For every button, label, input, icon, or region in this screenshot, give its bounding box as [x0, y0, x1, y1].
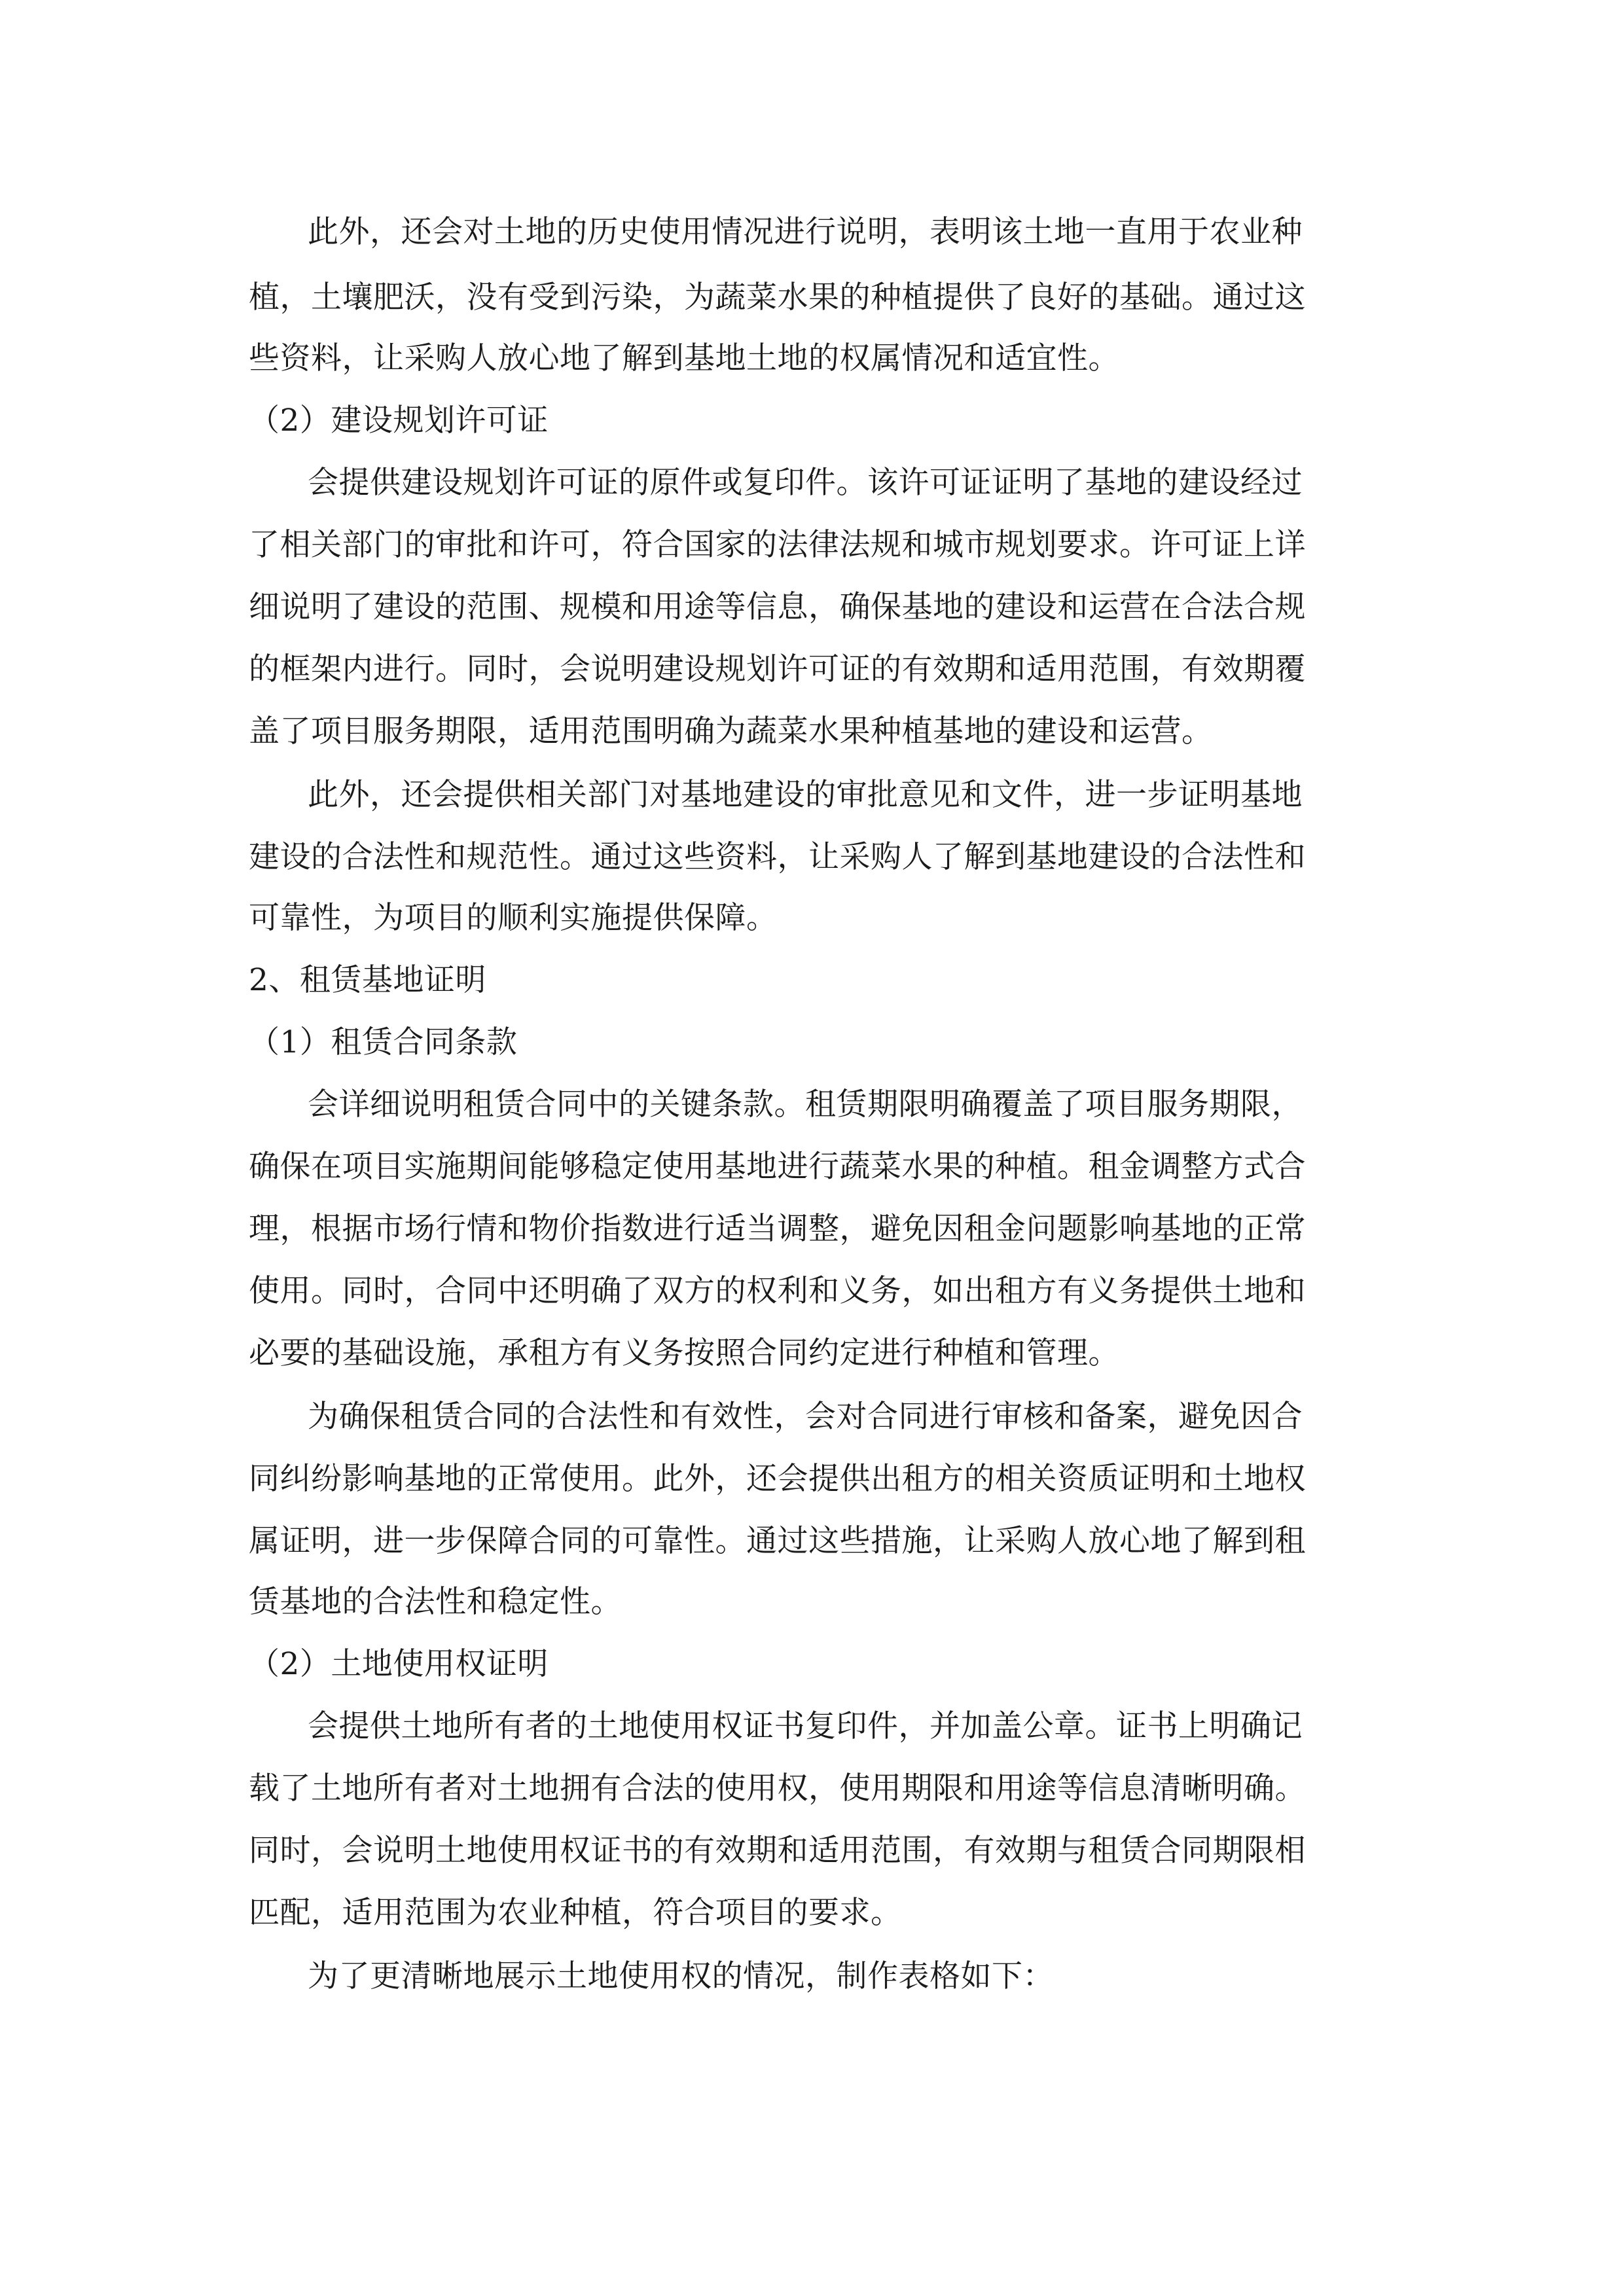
paragraph-line: 匹配，适用范围为农业种植，符合项目的要求。: [249, 1895, 902, 1931]
paragraph-line: 植，土壤肥沃，没有受到污染，为蔬菜水果的种植提供了良好的基础。通过这: [249, 279, 1306, 315]
paragraph-line: 为确保租赁合同的合法性和有效性，会对合同进行审核和备案，避免因合: [308, 1399, 1303, 1435]
paragraph-line: 同纠纷影响基地的正常使用。此外，还会提供出租方的相关资质证明和土地权: [249, 1461, 1306, 1497]
paragraph-line: 载了土地所有者对土地拥有合法的使用权，使用期限和用途等信息清晰明确。: [249, 1770, 1306, 1806]
paragraph-line: 此外，还会提供相关部门对基地建设的审批意见和文件，进一步证明基地: [308, 777, 1303, 813]
paragraph-line: 同时，会说明土地使用权证书的有效期和适用范围，有效期与租赁合同期限相: [249, 1833, 1306, 1869]
paragraph-line: 此外，还会对土地的历史使用情况进行说明，表明该土地一直用于农业种: [308, 214, 1303, 250]
section-heading: （2）土地使用权证明: [249, 1646, 549, 1682]
paragraph-line: 些资料，让采购人放心地了解到基地土地的权属情况和适宜性。: [249, 340, 1119, 376]
section-heading: （1）租赁合同条款: [249, 1024, 518, 1060]
paragraph-line: 的框架内进行。同时，会说明建设规划许可证的有效期和适用范围，有效期覆: [249, 651, 1306, 687]
paragraph-line: 会提供建设规划许可证的原件或复印件。该许可证证明了基地的建设经过: [308, 465, 1303, 501]
paragraph-line: 属证明，进一步保障合同的可靠性。通过这些措施，让采购人放心地了解到租: [249, 1523, 1306, 1559]
section-heading: 2、租赁基地证明: [249, 962, 486, 998]
paragraph-line: 为了更清晰地展示土地使用权的情况，制作表格如下：: [308, 1958, 1054, 1994]
paragraph-line: 可靠性，为项目的顺利实施提供保障。: [249, 900, 778, 936]
paragraph-line: 会详细说明租赁合同中的关键条款。租赁期限明确覆盖了项目服务期限，: [308, 1086, 1303, 1122]
paragraph-line: 细说明了建设的范围、规模和用途等信息，确保基地的建设和运营在合法合规: [249, 589, 1306, 625]
paragraph-line: 理，根据市场行情和物价指数进行适当调整，避免因租金问题影响基地的正常: [249, 1211, 1306, 1247]
paragraph-line: 赁基地的合法性和稳定性。: [249, 1584, 622, 1620]
paragraph-line: 盖了项目服务期限，适用范围明确为蔬菜水果种植基地的建设和运营。: [249, 713, 1213, 749]
paragraph-line: 会提供土地所有者的土地使用权证书复印件，并加盖公章。证书上明确记: [308, 1708, 1303, 1744]
paragraph-line: 了相关部门的审批和许可，符合国家的法律法规和城市规划要求。许可证上详: [249, 527, 1306, 563]
paragraph-line: 使用。同时，合同中还明确了双方的权利和义务，如出租方有义务提供土地和: [249, 1273, 1306, 1309]
paragraph-line: 必要的基础设施，承租方有义务按照合同约定进行种植和管理。: [249, 1335, 1119, 1371]
paragraph-line: 建设的合法性和规范性。通过这些资料，让采购人了解到基地建设的合法性和: [249, 839, 1306, 875]
paragraph-line: 确保在项目实施期间能够稳定使用基地进行蔬菜水果的种植。租金调整方式合: [249, 1149, 1306, 1185]
section-heading: （2）建设规划许可证: [249, 403, 549, 439]
